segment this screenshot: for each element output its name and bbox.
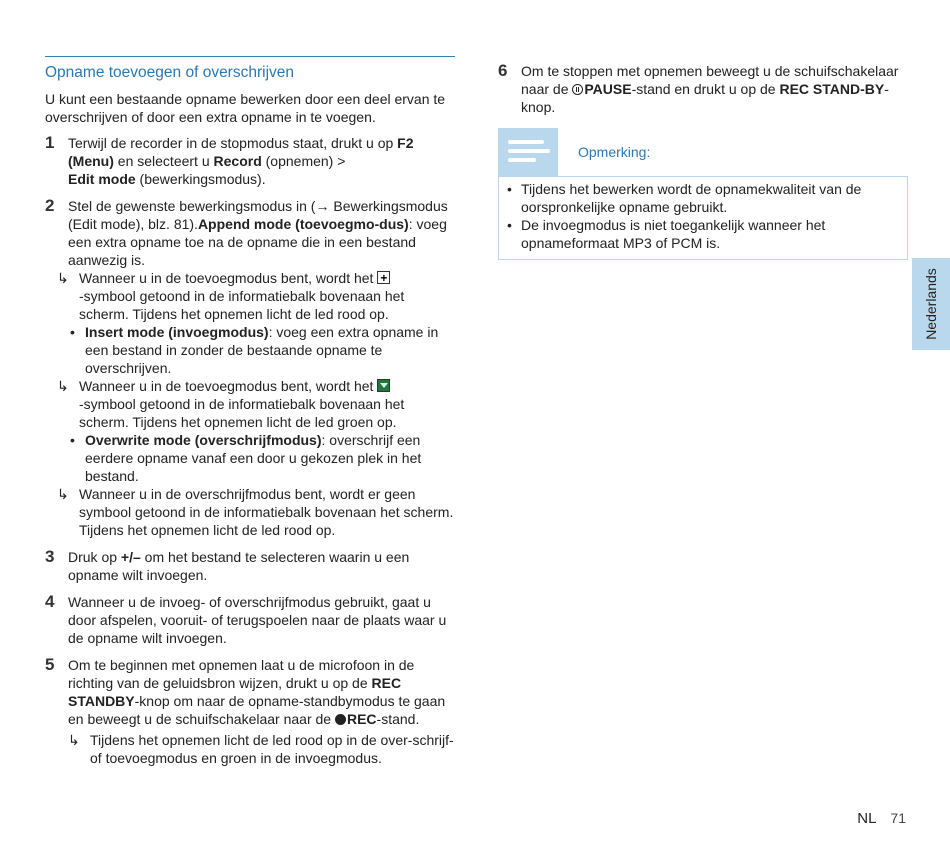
bullet-dot: • [70, 324, 75, 340]
page-number: 71 [890, 810, 906, 826]
step-text: Terwijl de recorder in de stopmodus staat, drukt u op [68, 135, 398, 151]
note-header [498, 128, 908, 176]
note-item-text: De invoegmodus is niet toegankelijk wanneer het opnameformaat MP3 of PCM is. [521, 217, 826, 251]
result-text: Wanneer u in de toevoegmodus bent, wordt het [79, 270, 378, 286]
bullet-dot: • [507, 217, 512, 233]
section-title: Opname toevoegen of overschrijven [45, 64, 295, 81]
note-item [505, 216, 899, 252]
footer-language: NL [857, 810, 877, 827]
step-number: 4 [45, 592, 55, 611]
right-column [498, 62, 908, 116]
result-insert [45, 377, 455, 431]
note-title: Opmerking: [578, 144, 651, 160]
result-text: -symbool getoond in de informatiebalk bovenaan het scherm. Tijdens het opnemen licht de led groen op. [79, 396, 405, 430]
step-text: Stel de gewenste bewerkingsmodus in ( [68, 198, 316, 214]
key-rec-standby: REC STANDBY [68, 675, 402, 709]
step-number: 5 [45, 655, 55, 674]
bullet-text: : overschrijf een eerdere opname vanaf een door u gekozen plek in het bestand. [85, 432, 422, 484]
bullet-overwrite-mode [68, 431, 455, 485]
step-number: 3 [45, 547, 55, 566]
result-arrow-icon: ↳ [57, 270, 69, 286]
step-1 [45, 134, 455, 188]
note-item [505, 180, 899, 216]
step-text: : voeg een extra opname toe na de opname die in een bestand aanwezig is. [68, 216, 447, 268]
note-item-text: Tijdens het bewerken wordt de opnamekwaliteit van de oorspronkelijke opname gebruikt. [521, 181, 862, 215]
step-number: 2 [45, 196, 55, 215]
append-mode-icon [377, 271, 390, 284]
result-text: -symbool getoond in de informatiebalk bovenaan het scherm. Tijdens het opnemen licht de led rood op. [79, 288, 405, 322]
result-text: Wanneer u in de toevoegmodus bent, wordt het [79, 378, 378, 394]
menu-edit-mode: Edit mode [68, 171, 136, 187]
step-6 [498, 62, 908, 116]
step-number: 6 [498, 61, 508, 80]
note-lines-icon [498, 128, 558, 176]
step-text: -knop. [521, 81, 889, 115]
step-2 [45, 197, 455, 269]
note-content [498, 176, 908, 260]
step-3 [45, 548, 455, 584]
key-rec-standby: REC STAND-BY [779, 81, 885, 97]
insert-mode-label: Insert mode (invoegmodus) [85, 324, 269, 340]
bullet-dot: • [507, 181, 512, 197]
intro-text: U kunt een bestaande opname bewerken door een deel ervan te overschrijven of door een extra opname in te voegen. [45, 91, 446, 125]
page-footer [857, 810, 906, 827]
pause-icon [572, 84, 583, 95]
pause-position-label: PAUSE [584, 81, 632, 97]
section-rule [45, 56, 455, 57]
result-append [45, 269, 455, 323]
step-text: Om te stoppen met opnemen beweegt u de schuifschakelaar naar de [521, 63, 899, 97]
insert-mode-icon [377, 379, 390, 392]
step-4 [45, 593, 455, 647]
step-5 [45, 656, 455, 728]
step-text: om het bestand te selecteren waarin u een opname wilt invoegen. [68, 549, 410, 583]
bullet-insert-mode [68, 323, 455, 377]
rec-position-label: REC [346, 711, 377, 727]
overwrite-mode-label: Overwrite mode (overschrijfmodus) [85, 432, 322, 448]
bullet-dot: • [70, 432, 75, 448]
menu-record: Record [213, 153, 262, 169]
bullet-text: : voeg een extra opname in een bestand in zonder de bestaande opname te overschrijven. [85, 324, 439, 376]
step-text: (opnemen) > [261, 153, 346, 169]
result-arrow-icon: ↳ [57, 378, 69, 394]
key-f2-menu: F2 (Menu) [68, 135, 414, 169]
result-step-5 [56, 731, 455, 767]
step-number: 1 [45, 133, 55, 152]
step-text: (bewerkingsmodus). [135, 171, 266, 187]
result-overwrite [45, 485, 455, 539]
step-text: -stand. [376, 711, 420, 727]
language-tab-label: Nederlands [923, 268, 939, 340]
result-arrow-icon: ↳ [68, 732, 80, 748]
cross-reference: Bewerkingsmodus (Edit mode), blz. 81). [68, 198, 448, 232]
left-column [45, 56, 455, 767]
language-tab [912, 258, 950, 350]
key-plus-minus: +/– [120, 549, 141, 565]
append-mode-label: Append mode (toevoegmo-dus) [197, 216, 409, 232]
note-box [498, 128, 908, 260]
result-arrow-icon: ↳ [57, 486, 69, 502]
cross-ref-arrow-icon: → [315, 198, 330, 214]
step-text: -stand en drukt u op de [631, 81, 780, 97]
step-text: Druk op [68, 549, 121, 565]
rec-dot-icon [335, 714, 346, 725]
result-text: Wanneer u in de overschrijfmodus bent, wordt er geen symbool getoond in de informatiebalk bovenaan het scherm. Tijdens het opnemen licht de led rood op. [79, 486, 454, 538]
result-text: Tijdens het opnemen licht de led rood op in de over-schrijf- of toevoegmodus en groen in de invoegmodus. [90, 732, 454, 766]
step-text: en selecteert u [113, 153, 214, 169]
step-text: Wanneer u de invoeg- of overschrijfmodus gebruikt, gaat u door afspelen, vooruit- of terugspoelen naar de plaats waar u de opname wilt invoegen. [68, 594, 447, 646]
step-text: -knop om naar de opname-standbymodus te gaan en beweegt u de schuifschakelaar naar de [68, 693, 446, 727]
step-text: Om te beginnen met opnemen laat u de microfoon in de richting van de geluidsbron wijzen, drukt u op de [68, 657, 415, 691]
